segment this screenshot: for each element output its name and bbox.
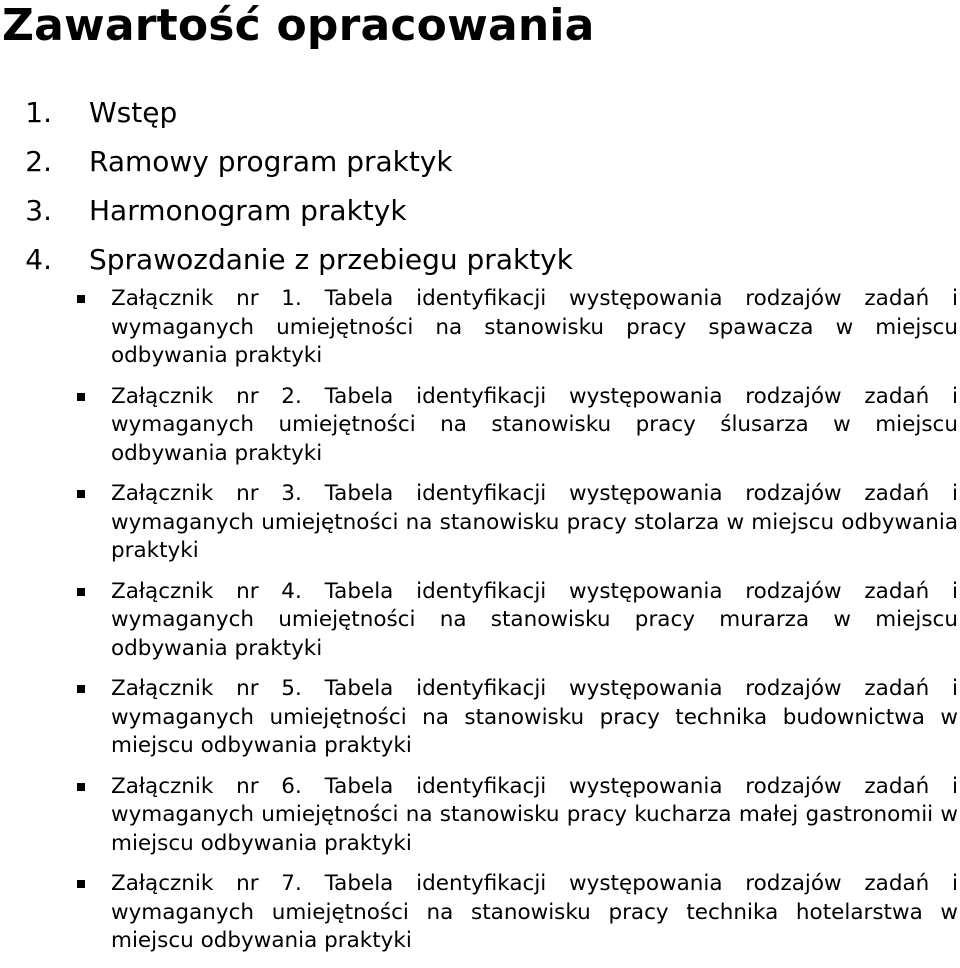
toc-item-label: Sprawozdanie z przebiegu praktyk (89, 243, 573, 276)
toc-item-harmonogram (0, 186, 573, 235)
square-bullet-icon (77, 490, 85, 498)
attachment-item-4 (0, 578, 960, 664)
toc-item-number: 3. (25, 194, 52, 227)
attachment-item-1 (0, 285, 960, 371)
square-bullet-icon (77, 880, 85, 888)
attachment-text: Załącznik nr 2. Tabela identyfikacji występowania rodzajów zadań i wymaganych umiejętności na stanowisku pracy ślusarza w miejscu odbywania praktyki (111, 383, 958, 466)
square-bullet-icon (77, 295, 85, 303)
square-bullet-icon (77, 783, 85, 791)
square-bullet-icon (77, 588, 85, 596)
square-bullet-icon (77, 393, 85, 401)
page-title: Zawartość opracowania (2, 0, 595, 51)
attachment-text: Załącznik nr 6. Tabela identyfikacji występowania rodzajów zadań i wymaganych umiejętności na stanowisku pracy kucharza małej gastronomii w miejscu odbywania praktyki (111, 773, 958, 856)
square-bullet-icon (77, 685, 85, 693)
toc-item-number: 1. (25, 96, 52, 129)
attachment-text: Załącznik nr 4. Tabela identyfikacji występowania rodzajów zadań i wymaganych umiejętności na stanowisku pracy murarza w miejscu odbywania praktyki (111, 578, 958, 661)
toc-item-sprawozdanie (0, 235, 573, 284)
attachment-item-7 (0, 870, 960, 956)
attachment-text: Załącznik nr 3. Tabela identyfikacji występowania rodzajów zadań i wymaganych umiejętności na stanowisku pracy stolarza w miejscu odbywania praktyki (111, 481, 958, 563)
table-of-contents (0, 88, 573, 284)
toc-item-label: Wstęp (89, 96, 178, 129)
attachment-item-3 (0, 480, 960, 566)
toc-item-number: 2. (25, 145, 52, 178)
attachment-item-5 (0, 675, 960, 761)
attachment-item-6 (0, 773, 960, 859)
attachment-list (0, 285, 960, 968)
toc-item-label: Harmonogram praktyk (89, 194, 407, 227)
attachment-text: Załącznik nr 1. Tabela identyfikacji występowania rodzajów zadań i wymaganych umiejętności na stanowisku pracy spawacza w miejscu odbywania praktyki (111, 286, 958, 368)
attachment-text: Załącznik nr 5. Tabela identyfikacji występowania rodzajów zadań i wymaganych umiejętności na stanowisku pracy technika budownictwa w miejscu odbywania praktyki (111, 676, 958, 758)
attachment-text: Załącznik nr 7. Tabela identyfikacji występowania rodzajów zadań i wymaganych umiejętności na stanowisku pracy technika hotelarstwa w miejscu odbywania praktyki (111, 871, 958, 953)
toc-item-ramowy-program (0, 137, 573, 186)
attachment-item-2 (0, 383, 960, 469)
toc-item-wstep (0, 88, 573, 137)
toc-item-number: 4. (25, 243, 52, 276)
toc-item-label: Ramowy program praktyk (89, 145, 453, 178)
